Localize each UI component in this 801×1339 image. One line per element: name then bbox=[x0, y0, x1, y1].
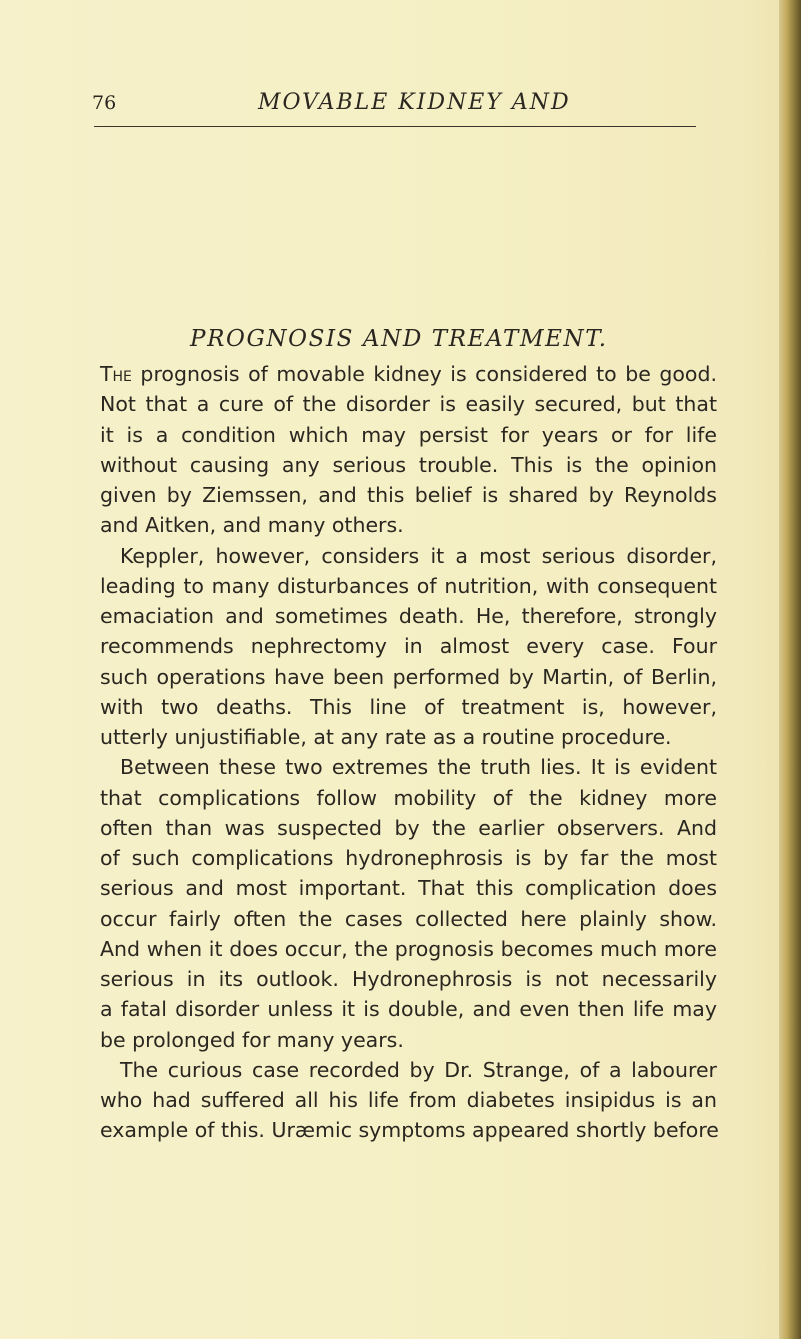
text-line: leading to many disturbances of nutrition, with consequent bbox=[100, 573, 717, 598]
text-line: given by Ziemssen, and this belief is shared by Reynolds bbox=[100, 483, 717, 507]
text-line: a fatal disorder unless it is double, and even then life may bbox=[100, 997, 717, 1022]
text-line: serious in its outlook. Hydronephrosis is not necessarily bbox=[100, 967, 717, 991]
text-line: often than was suspected by the earlier observers. And bbox=[100, 815, 717, 840]
text-line: Between these two extremes the truth lies. It is evident bbox=[120, 755, 717, 780]
body-text bbox=[100, 359, 717, 1146]
drop-word: The bbox=[100, 362, 132, 386]
running-head-title: MOVABLE KIDNEY AND bbox=[258, 90, 571, 115]
text-line: Keppler, however, considers it a most serious disorder, bbox=[120, 543, 717, 568]
text-line: And when it does occur, the prognosis becomes much more bbox=[100, 936, 717, 961]
text-line: example of this. Uræmic symptoms appeared shortly before bbox=[100, 1118, 719, 1143]
text-line: utterly unjustifiable, at any rate as a routine procedure. bbox=[100, 725, 672, 749]
header-rule bbox=[94, 126, 696, 127]
text-line: such operations have been performed by Martin, of Berlin, bbox=[100, 664, 717, 689]
text-line: emaciation and sometimes death. He, therefore, strongly bbox=[100, 604, 717, 628]
text-line: be prolonged for many years. bbox=[100, 1027, 404, 1052]
page-number: 76 bbox=[92, 92, 117, 114]
text-line: The curious case recorded by Dr. Strange, of a labourer bbox=[120, 1057, 717, 1082]
text-line: and Aitken, and many others. bbox=[100, 513, 404, 538]
section-title: PROGNOSIS AND TREATMENT. bbox=[190, 326, 608, 352]
text-line: who had suffered all his life from diabetes insipidus is an bbox=[100, 1088, 717, 1112]
text-line: serious and most important. That this complication does bbox=[100, 876, 717, 901]
text-line: Not that a cure of the disorder is easily secured, but that bbox=[100, 392, 717, 417]
text-line: occur fairly often the cases collected here plainly show. bbox=[100, 906, 717, 931]
text-line: it is a condition which may persist for years or for life bbox=[100, 422, 717, 447]
text-line: that complications follow mobility of the kidney more bbox=[100, 785, 717, 810]
text-line: with two deaths. This line of treatment is, however, bbox=[100, 694, 717, 719]
text-line: recommends nephrectomy in almost every case. Four bbox=[100, 634, 717, 659]
running-head bbox=[92, 86, 702, 126]
text-line: The prognosis of movable kidney is considered to be good. bbox=[100, 362, 717, 386]
page-edge bbox=[779, 0, 801, 1339]
text-line: without causing any serious trouble. This is the opinion bbox=[100, 452, 717, 477]
text-line: of such complications hydronephrosis is by far the most bbox=[100, 846, 717, 870]
